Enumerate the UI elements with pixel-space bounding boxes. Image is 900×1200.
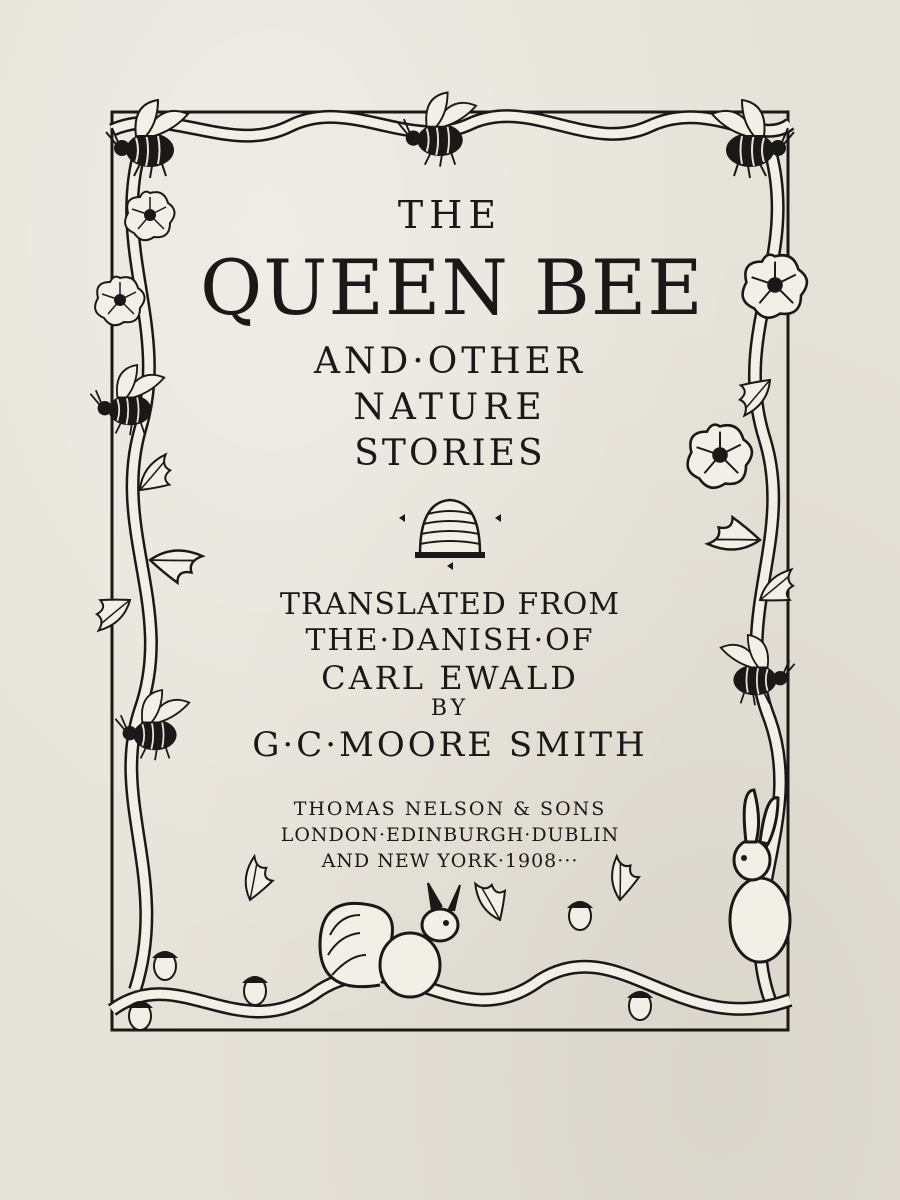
poppy-flower-icon: [125, 192, 174, 241]
subtitle-line-1: AND·OTHER: [313, 341, 587, 382]
acorn-icon: [152, 951, 178, 980]
acorn-icon: [242, 976, 268, 1005]
translator-name: G·C·MOORE SMITH: [252, 725, 648, 765]
publisher-year: AND NEW YORK·1908···: [321, 850, 579, 872]
translation-line-1: TRANSLATED FROM: [279, 587, 621, 622]
poppy-flower-icon: [95, 277, 144, 326]
poppy-flower-icon: [743, 255, 807, 318]
bee-icon: [721, 635, 795, 705]
publisher-name: THOMAS NELSON & SONS: [293, 798, 607, 820]
title-the: THE: [397, 193, 503, 237]
book-title: QUEEN BEE: [200, 243, 704, 332]
acorn-icon: [567, 901, 593, 930]
by-label: BY: [430, 696, 470, 721]
leaf-icon: [146, 539, 203, 587]
author-name: CARL EWALD: [321, 659, 579, 697]
leaf-icon: [475, 879, 510, 923]
beehive-skep-icon: [395, 494, 505, 572]
squirrel-icon: [320, 883, 460, 997]
subtitle-line-3: STORIES: [354, 433, 546, 474]
translation-line-2: THE·DANISH·OF: [305, 623, 595, 658]
publisher-cities: LONDON·EDINBURGH·DUBLIN: [280, 824, 620, 846]
acorn-icon: [127, 1001, 153, 1030]
subtitle-line-2: NATURE: [353, 387, 547, 428]
acorn-icon: [627, 991, 653, 1020]
leaf-icon: [707, 512, 764, 560]
